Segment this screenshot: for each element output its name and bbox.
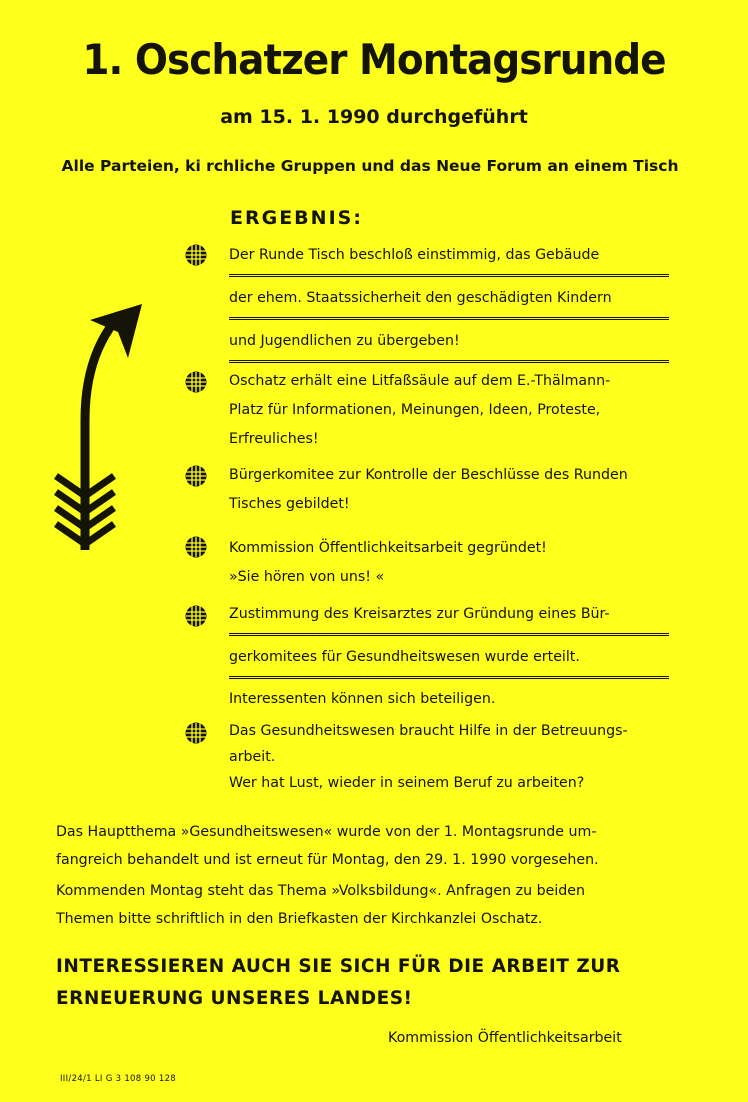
paragraph-line: Themen bitte schriftlich in den Briefkasten der Kirchkanzlei Oschatz. bbox=[56, 911, 543, 927]
globe-grid-icon bbox=[185, 722, 207, 744]
call-to-action-line: ERNEUERUNG UNSERES LANDES! bbox=[56, 988, 413, 1009]
tagline: Alle Parteien, ki rchliche Gruppen und das Neue Forum an einem Tisch bbox=[61, 157, 679, 175]
globe-grid-icon bbox=[185, 465, 207, 487]
signature: Kommission Öffentlichkeitsarbeit bbox=[388, 1030, 622, 1046]
paragraph bbox=[56, 877, 696, 933]
page-subtitle: am 15. 1. 1990 durchgeführt bbox=[220, 106, 528, 128]
item-line: Oschatz erhält eine Litfaßsäule auf dem E.-Thälmann- bbox=[229, 373, 611, 389]
item-line: Bürgerkomitee zur Kontrolle der Beschlüsse des Runden bbox=[229, 467, 628, 483]
printer-imprint: III/24/1 LI G 3 108 90 128 bbox=[60, 1074, 176, 1084]
item-line: Platz für Informationen, Meinungen, Ideen, Proteste, bbox=[229, 402, 601, 418]
page-title: 1. Oschatzer Montagsrunde bbox=[82, 36, 666, 85]
item-line: der ehem. Staatssicherheit den geschädigten Kindern bbox=[229, 283, 669, 320]
item-line: Wer hat Lust, wieder in seinem Beruf zu arbeiten? bbox=[229, 775, 585, 791]
globe-grid-icon bbox=[185, 605, 207, 627]
paragraph bbox=[56, 818, 696, 874]
globe-grid-icon bbox=[185, 536, 207, 558]
item-line: Das Gesundheitswesen braucht Hilfe in der Betreuungs- bbox=[229, 723, 628, 739]
item-line: Erfreuliches! bbox=[229, 431, 319, 447]
item-line: Kommission Öffentlichkeitsarbeit gegründet! bbox=[229, 540, 547, 556]
globe-grid-icon bbox=[185, 371, 207, 393]
result-heading: ERGEBNIS: bbox=[230, 207, 363, 229]
curved-arrow-icon bbox=[48, 300, 148, 560]
item-line: und Jugendlichen zu übergeben! bbox=[229, 326, 669, 363]
paragraph-line: Kommenden Montag steht das Thema »Volksbildung«. Anfragen zu beiden bbox=[56, 883, 585, 899]
item-line: Interessenten können sich beteiligen. bbox=[229, 691, 496, 707]
item-line: Zustimmung des Kreisarztes zur Gründung eines Bür- bbox=[229, 599, 669, 636]
item-line: arbeit. bbox=[229, 749, 276, 765]
item-line: Tisches gebildet! bbox=[229, 496, 350, 512]
item-line: »Sie hören von uns! « bbox=[229, 569, 385, 585]
globe-grid-icon bbox=[185, 244, 207, 266]
paragraph-line: fangreich behandelt und ist erneut für Montag, den 29. 1. 1990 vorgesehen. bbox=[56, 852, 599, 868]
call-to-action bbox=[56, 951, 706, 1015]
call-to-action-line: INTERESSIEREN AUCH SIE SICH FÜR DIE ARBEIT ZUR bbox=[56, 956, 621, 977]
item-line: Der Runde Tisch beschloß einstimmig, das Gebäude bbox=[229, 240, 669, 277]
item-line: gerkomitees für Gesundheitswesen wurde erteilt. bbox=[229, 642, 669, 679]
paragraph-line: Das Hauptthema »Gesundheitswesen« wurde von der 1. Montagsrunde um- bbox=[56, 824, 597, 840]
